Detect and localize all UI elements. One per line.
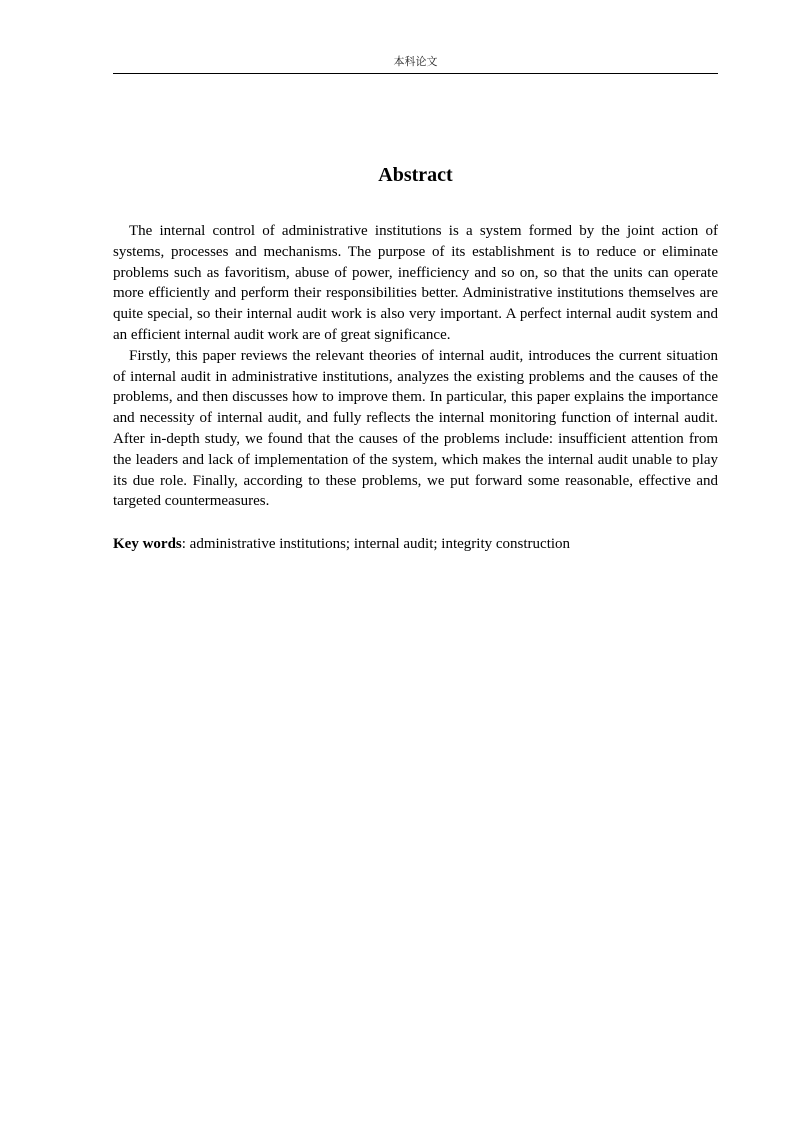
keywords-separator: :	[181, 536, 190, 552]
header-rule	[113, 73, 718, 74]
abstract-body	[113, 221, 718, 512]
keywords-line	[113, 534, 718, 554]
abstract-paragraph-2: Firstly, this paper reviews the relevant theories of internal audit, introduces the current situation of internal audit in administrative institutions, analyzes the existing problems and the causes of the problems, and then discusses how to improve them. In particular, this paper explains the importance and necessity of internal audit, and fully reflects the internal monitoring function of internal audit. After in-depth study, we found that the causes of the problems include: insufficient attention from the leaders and lack of implementation of the system, which makes the internal audit unable to play its due role. Finally, according to these problems, we put forward some reasonable, effective and targeted countermeasures.	[113, 347, 718, 510]
keywords-label: Key words	[113, 536, 182, 552]
abstract-paragraph-1: The internal control of administrative institutions is a system formed by the joint action of systems, processes and mechanisms. The purpose of its establishment is to reduce or eliminate problems such as favoritism, abuse of power, inefficiency and so on, so that the units can operate more efficiently and perform their responsibilities better. Administrative institutions themselves are quite special, so their internal audit work is also very important. A perfect internal audit system and an efficient internal audit work are of great significance.	[113, 223, 718, 343]
page-header: 本科论文	[393, 55, 438, 68]
keywords-value: administrative institutions; internal audit; integrity construction	[189, 536, 571, 552]
abstract-title: Abstract	[378, 164, 453, 186]
